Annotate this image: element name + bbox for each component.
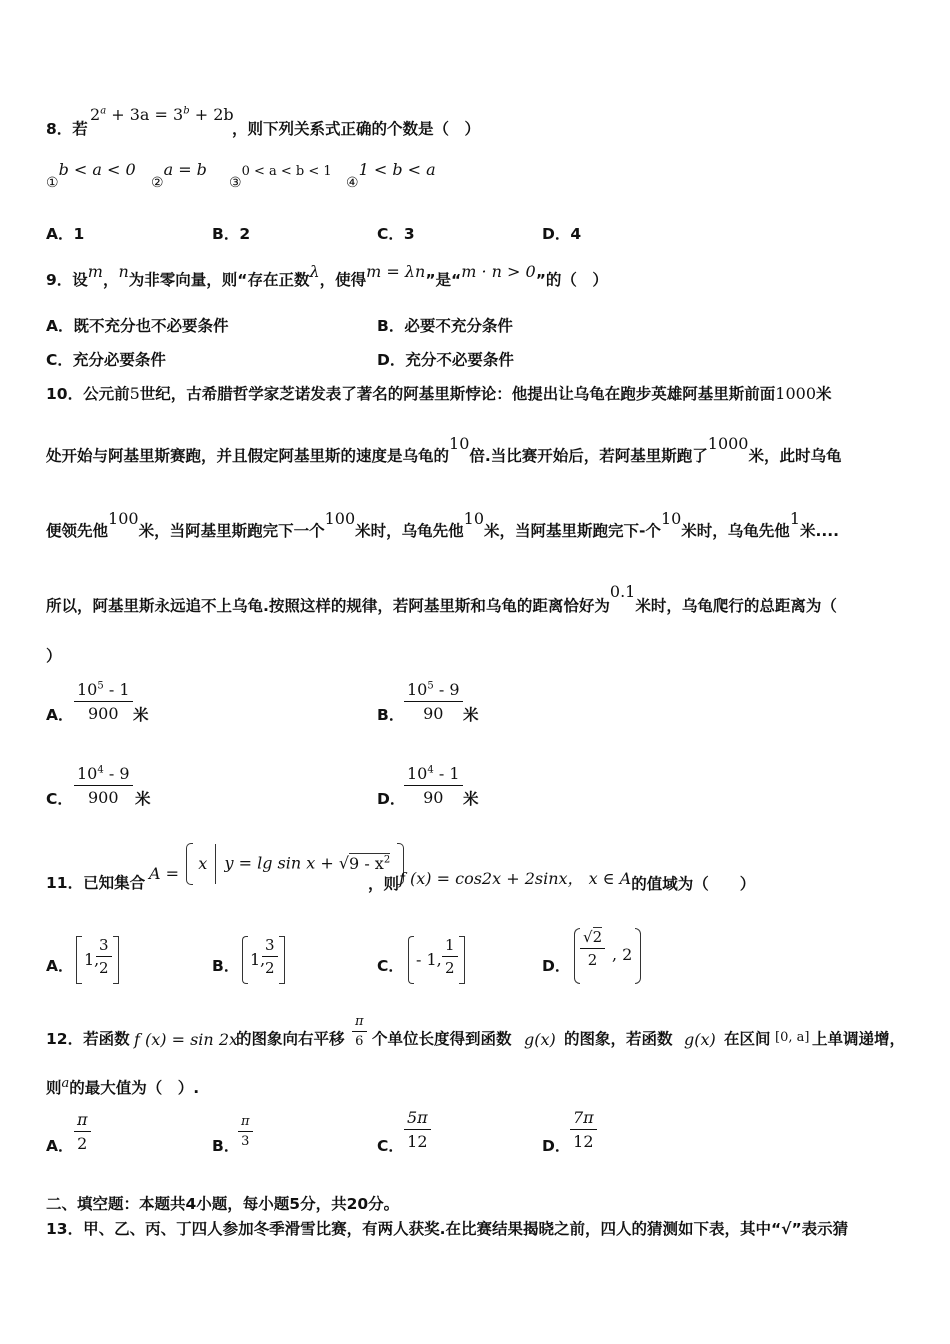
q8-item-2: ②a = b <box>151 160 207 191</box>
q8-option-d[interactable]: D．4 <box>542 225 582 243</box>
q12-option-d-label[interactable]: D． <box>542 1137 571 1155</box>
q9-option-d[interactable]: D．充分不必要条件 <box>377 351 514 369</box>
q8-equation: $2^a + 3a = 3^b + 2b$ <box>90 105 234 124</box>
q12-function-g-2: g(x) <box>684 1030 716 1049</box>
q10-option-b-fraction[interactable]: $\frac{10^5 - 9}{90}$ <box>404 680 463 723</box>
q10-option-b-unit: 米 <box>463 706 479 724</box>
q10-option-c-fraction[interactable]: $\frac{10^4 - 9}{900}$ <box>74 764 133 807</box>
q12-stem-end: 上单调递增， <box>812 1030 906 1048</box>
q11-option-c-label[interactable]: C． <box>377 957 404 975</box>
q11-set-definition: A = x $y = \lg \sin x + √9 - x^2$ <box>149 843 404 887</box>
q10-line-5: ） <box>46 647 62 665</box>
q8-option-b[interactable]: B．2 <box>212 225 251 243</box>
q10-option-b-label[interactable]: B． <box>377 706 405 724</box>
q10-option-d-unit: 米 <box>463 790 479 808</box>
q10-option-c-label[interactable]: C． <box>46 790 73 808</box>
q11-stem-start: 11．已知集合 <box>46 874 146 892</box>
q12-function-g: g(x) <box>524 1030 556 1049</box>
q11-option-a-label[interactable]: A． <box>46 957 74 975</box>
q8-question: ，则下列关系式正确的个数是（ ） <box>232 120 481 138</box>
q8-item-1: ①b < a < 0 <box>46 160 136 191</box>
q9-option-a[interactable]: A．既不充分也不必要条件 <box>46 317 229 335</box>
q10-option-a-unit: 米 <box>133 706 149 724</box>
q11-option-c-interval[interactable]: - 1, $\frac{1}{2}$ <box>408 936 464 984</box>
q9-option-c[interactable]: C．充分必要条件 <box>46 351 166 369</box>
q8-item-4: ④1 < b < a <box>346 160 436 191</box>
q12-option-c-label[interactable]: C． <box>377 1137 404 1155</box>
q12-shift-fraction: $\frac{\pi}{6}$ <box>352 1014 367 1049</box>
q11-option-d-interval[interactable]: $\frac{√2}{2}$ , 2 <box>574 928 640 984</box>
q10-line-2: 处开始与阿基里斯赛跑，并且假定阿基里斯的速度是乌龟的10倍.当比赛开始后，若阿基里斯跑了1000米，此时乌龟 <box>46 434 842 465</box>
q10-option-a-fraction[interactable]: $\frac{10^5 - 1}{900}$ <box>74 680 133 723</box>
q12-function-f: f (x) = sin 2x <box>134 1030 239 1049</box>
q12-option-b-fraction[interactable]: $\frac{\pi}{3}$ <box>238 1114 253 1149</box>
q10-line-1: 10．公元前5世纪，古希腊哲学家芝诺发表了著名的阿基里斯悖论：他提出让乌龟在跑步英雄阿基里斯前面1000米 <box>46 384 832 403</box>
q12-option-a-fraction[interactable]: $\frac{\pi}{2}$ <box>74 1110 91 1153</box>
q11-option-b-interval[interactable]: 1, $\frac{3}{2}$ <box>242 936 284 984</box>
q11-option-b-label[interactable]: B． <box>212 957 240 975</box>
q8-option-c[interactable]: C．3 <box>377 225 415 243</box>
q8-stem <box>46 117 88 139</box>
q10-option-a-label[interactable]: A． <box>46 706 74 724</box>
q9-stem: 9．设m，n为非零向量，则“存在正数λ，使得m = λn”是“m · n > 0”的（ ） <box>46 262 608 289</box>
q12-line-2: 则a的最大值为（ ）. <box>46 1076 200 1097</box>
q11-option-d-label[interactable]: D． <box>542 957 571 975</box>
q12-mid-text: 个单位长度得到函数 <box>372 1030 512 1048</box>
q12-interval: [0, a] <box>775 1030 810 1045</box>
q10-option-c-unit: 米 <box>135 790 151 808</box>
q9-option-b[interactable]: B．必要不充分条件 <box>377 317 513 335</box>
q12-interval-text: 在区间 <box>724 1030 771 1048</box>
q12-option-b-label[interactable]: B． <box>212 1137 240 1155</box>
q11-option-a-interval[interactable]: 1, $\frac{3}{2}$ <box>76 936 118 984</box>
q10-option-d-fraction[interactable]: $\frac{10^4 - 1}{90}$ <box>404 764 463 807</box>
q12-option-a-label[interactable]: A． <box>46 1137 74 1155</box>
q12-mid-text-2: 的图象，若函数 <box>564 1030 673 1048</box>
q8-item-3: ③0 < a < b < 1 <box>229 164 332 191</box>
section-2-heading: 二、填空题：本题共4小题，每小题5分，共20分。 <box>46 1195 400 1213</box>
q10-option-d-label[interactable]: D． <box>377 790 406 808</box>
q8-number: 8．若 <box>46 120 88 138</box>
q10-line-4: 所以，阿基里斯永远追不上乌龟.按照这样的规律，若阿基里斯和乌龟的距离恰好为0.1米时，乌龟爬行的总距离为（ <box>46 582 837 615</box>
q12-stem-start: 12．若函数 <box>46 1030 130 1048</box>
q11-stem-end: ，则f (x) = cos2x + 2sinx， x ∈ A的值域为（ ） <box>368 869 756 893</box>
q12-option-c-fraction[interactable]: $\frac{5\pi}{12}$ <box>404 1108 431 1151</box>
q12-shift-text: 的图象向右平移 <box>236 1030 345 1048</box>
q10-line-3: 便领先他100米，当阿基里斯跑完下一个100米时，乌龟先他10米，当阿基里斯跑完下-个10米时，乌龟先他1米.... <box>46 509 840 540</box>
q12-option-d-fraction[interactable]: $\frac{7\pi}{12}$ <box>570 1108 597 1151</box>
q8-option-a[interactable]: A．1 <box>46 225 85 243</box>
q13-stem: 13．甲、乙、丙、丁四人参加冬季滑雪比赛，有两人获奖.在比赛结果揭晓之前，四人的猜测如下表，其中“√”表示猜 <box>46 1220 849 1238</box>
